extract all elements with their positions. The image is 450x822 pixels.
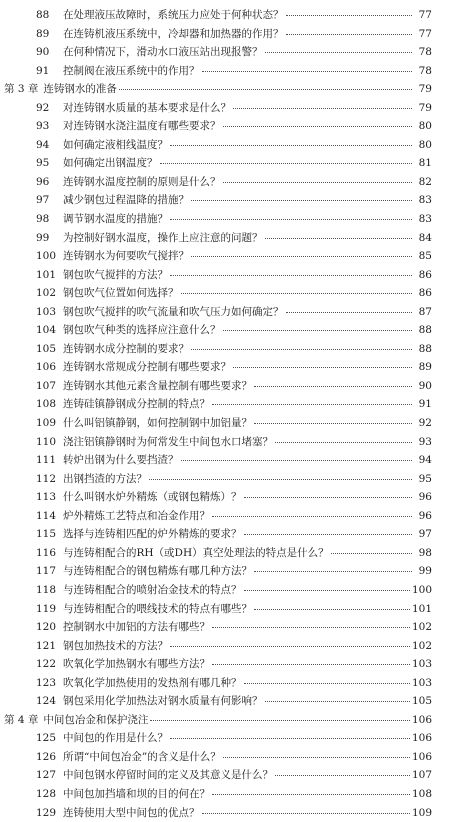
- page-number: 97: [418, 528, 432, 541]
- dot-leader: [286, 311, 413, 313]
- toc-entry[interactable]: [0, 525, 450, 544]
- toc-entry[interactable]: [0, 618, 450, 637]
- entry-title: 所谓“中间包冶金”的含义是什么？: [63, 750, 221, 763]
- entry-number: 124: [36, 695, 57, 708]
- entry-number: 96: [36, 175, 50, 188]
- entry-title: 调节钢水温度的措施？: [63, 213, 168, 226]
- entry-number: 129: [36, 806, 57, 819]
- entry-title: 对连铸钢水浇注温度有哪些要求？: [63, 120, 221, 133]
- entry-title: 什么叫铝镇静钢，如何控制钢中加铝量？: [63, 417, 252, 430]
- page-number: 79: [418, 83, 432, 96]
- toc-entry[interactable]: [0, 191, 450, 210]
- dot-leader: [212, 663, 410, 665]
- dot-leader: [212, 793, 410, 795]
- entry-number: 88: [36, 9, 50, 21]
- toc-entry[interactable]: [0, 488, 450, 507]
- dot-leader: [170, 737, 410, 739]
- toc-entry[interactable]: [0, 247, 450, 266]
- page-number: 102: [411, 621, 432, 634]
- entry-number: 100: [36, 250, 57, 263]
- toc-entry[interactable]: [0, 25, 450, 44]
- toc-entry[interactable]: [0, 748, 450, 767]
- entry-title: 控制钢水中加铝的方法有哪些？: [63, 621, 210, 634]
- entry-title: 浇注铝镇静钢时为何常发生中间包水口堵塞？: [63, 435, 273, 448]
- chapter-number: 第 4 章: [4, 713, 39, 726]
- entry-number: 93: [36, 120, 50, 133]
- entry-number: 105: [36, 342, 57, 355]
- entry-number: 128: [36, 787, 57, 800]
- page-number: 108: [411, 787, 432, 800]
- toc-entry[interactable]: [0, 321, 450, 340]
- entry-title: 吹氧化学加热使用的发热剂有哪几种？: [63, 676, 242, 689]
- page-number: 103: [411, 676, 432, 689]
- toc-entry[interactable]: [0, 266, 450, 285]
- entry-number: 115: [36, 528, 57, 541]
- entry-title: 连铸钢水温度控制的原则是什么？: [63, 175, 221, 188]
- page-number: 105: [411, 695, 432, 708]
- page-number: 82: [418, 175, 432, 188]
- dot-leader: [233, 366, 412, 368]
- dot-leader: [181, 459, 413, 461]
- dot-leader: [233, 107, 412, 109]
- dot-leader: [223, 329, 413, 331]
- page-number: 96: [418, 509, 432, 522]
- dot-leader: [170, 144, 412, 146]
- toc-entry[interactable]: [0, 340, 450, 359]
- entry-title: 连铸使用大型中间包的优点？: [63, 806, 200, 819]
- entry-number: 90: [36, 46, 50, 59]
- page-number: 80: [418, 120, 432, 133]
- dot-leader: [170, 218, 412, 220]
- dot-leader: [212, 403, 412, 405]
- toc-entry[interactable]: [0, 395, 450, 414]
- page-number: 106: [411, 732, 432, 745]
- entry-number: 109: [36, 417, 57, 430]
- entry-title: 与连铸相配合的喷射冶金技术的特点？: [63, 583, 242, 596]
- toc-entry[interactable]: [0, 210, 450, 229]
- toc-entry[interactable]: [0, 284, 450, 303]
- entry-title: 连铸钢水常规成分控制有哪些要求？: [63, 361, 231, 374]
- toc-entry[interactable]: [0, 766, 450, 785]
- dot-leader: [265, 700, 410, 702]
- entry-title: 出钢挡渣的方法？: [63, 472, 147, 485]
- page-number: 80: [418, 138, 432, 151]
- entry-title: 如何确定液相线温度？: [63, 138, 168, 151]
- toc-entry[interactable]: [0, 507, 450, 526]
- page-number: 94: [418, 454, 432, 467]
- page-number: 98: [418, 546, 432, 559]
- entry-title: 在连铸机液压系统中，冷却器和加热器的作用？: [63, 27, 284, 40]
- toc-entry[interactable]: [0, 173, 450, 192]
- entry-number: 116: [36, 546, 57, 559]
- toc-entry[interactable]: [0, 581, 450, 600]
- dot-leader: [286, 14, 413, 16]
- dot-leader: [212, 515, 412, 517]
- page-number: 89: [418, 361, 432, 374]
- page-number: 90: [418, 379, 432, 392]
- dot-leader: [275, 774, 410, 776]
- page-number: 99: [418, 565, 432, 578]
- dot-leader: [202, 70, 413, 72]
- entry-title: 控制阀在液压系统中的作用？: [63, 64, 200, 77]
- entry-title: 连铸硅镇静钢成分控制的特点？: [63, 398, 210, 411]
- entry-number: 106: [36, 361, 57, 374]
- entry-title: 在何种情况下，滑动水口液压站出现报警？: [63, 46, 263, 59]
- entry-number: 92: [36, 101, 50, 114]
- page-number: 101: [411, 602, 432, 615]
- entry-title: 与连铸相配合的钢包精炼有哪几种方法？: [63, 565, 252, 578]
- page-number: 103: [411, 658, 432, 671]
- chapter-number: 第 3 章: [4, 83, 39, 96]
- entry-title: 转炉出钢为什么要挡渣？: [63, 454, 179, 467]
- entry-number: 102: [36, 287, 57, 300]
- entry-number: 119: [36, 602, 57, 615]
- entry-title: 中间包的作用是什么？: [63, 732, 168, 745]
- toc-entry[interactable]: [0, 99, 450, 118]
- entry-title: 炉外精炼工艺特点和冶金作用？: [63, 509, 210, 522]
- entry-number: 126: [36, 750, 57, 763]
- page-number: 95: [418, 472, 432, 485]
- dot-leader: [254, 385, 412, 387]
- page-number: 81: [418, 157, 432, 170]
- dot-leader: [223, 181, 413, 183]
- entry-number: 97: [36, 194, 50, 207]
- dot-leader: [223, 125, 413, 127]
- page-number: 93: [418, 435, 432, 448]
- entry-title: 钢包吹气位置如何选择？: [63, 287, 179, 300]
- toc-entry[interactable]: [0, 674, 450, 693]
- entry-number: 103: [36, 305, 57, 318]
- entry-number: 114: [36, 509, 57, 522]
- dot-leader: [275, 441, 412, 443]
- page-number: 107: [411, 769, 432, 782]
- entry-number: 110: [36, 435, 57, 448]
- entry-number: 98: [36, 213, 50, 226]
- page-number: 78: [418, 64, 432, 77]
- dot-leader: [331, 552, 412, 554]
- page-number: 85: [418, 250, 432, 263]
- entry-title: 对连铸钢水质量的基本要求是什么？: [63, 101, 231, 114]
- page-number: 106: [411, 713, 432, 726]
- page-number: 91: [418, 398, 432, 411]
- entry-number: 104: [36, 324, 57, 337]
- entry-number: 112: [36, 472, 57, 485]
- toc-entry[interactable]: [0, 43, 450, 62]
- page-number: 100: [411, 583, 432, 596]
- entry-title: 中间包加挡墙和坝的目的何在？: [63, 787, 210, 800]
- dot-leader: [244, 589, 410, 591]
- dot-leader: [286, 33, 413, 35]
- entry-title: 选择与连铸相匹配的炉外精炼的要求？: [63, 528, 242, 541]
- toc-entry[interactable]: [0, 414, 450, 433]
- dot-leader: [191, 199, 412, 201]
- entry-number: 121: [36, 639, 57, 652]
- page-number: 78: [418, 46, 432, 59]
- entry-number: 113: [36, 491, 57, 504]
- entry-number: 120: [36, 621, 57, 634]
- entry-title: 连铸钢水成分控制的要求？: [63, 342, 189, 355]
- toc-entry[interactable]: [0, 136, 450, 155]
- entry-number: 107: [36, 379, 57, 392]
- page-number: 83: [418, 194, 432, 207]
- dot-leader: [170, 274, 412, 276]
- chapter-title: 连铸钢水的准备: [43, 83, 117, 96]
- page-number: 84: [418, 231, 432, 244]
- dot-leader: [181, 292, 413, 294]
- page-number: 86: [418, 287, 432, 300]
- entry-number: 118: [36, 583, 57, 596]
- toc-entry[interactable]: [0, 303, 450, 322]
- dot-leader: [244, 682, 410, 684]
- entry-title: 钢包吹气搅拌的吹气流量和吹气压力如何确定？: [63, 305, 284, 318]
- entry-number: 94: [36, 138, 50, 151]
- entry-number: 111: [36, 454, 57, 467]
- page-number: 87: [418, 305, 432, 318]
- entry-number: 91: [36, 64, 50, 77]
- entry-number: 125: [36, 732, 57, 745]
- entry-title: 钢包加热技术的方法？: [63, 639, 168, 652]
- entry-title: 中间包钢水停留时间的定义及其意义是什么？: [63, 769, 273, 782]
- dot-leader: [160, 162, 413, 164]
- chapter-title: 中间包冶金和保护浇注: [43, 713, 149, 726]
- entry-title: 与连铸相配合的RH（或DH）真空处理法的特点是什么？: [63, 546, 329, 559]
- entry-title: 减少钢包过程温降的措施？: [63, 194, 189, 207]
- entry-number: 89: [36, 27, 50, 40]
- toc-chapter-heading[interactable]: [0, 711, 450, 730]
- entry-title: 连铸钢水为何要吹气搅拌？: [63, 250, 189, 263]
- entry-title: 吹氧化学加热钢水有哪些方法？: [63, 658, 210, 671]
- dot-leader: [119, 88, 412, 90]
- toc-entry[interactable]: [0, 451, 450, 470]
- entry-title: 为控制好钢水温度，操作上应注意的问题？: [63, 231, 263, 244]
- dot-leader: [254, 608, 410, 610]
- entry-title: 与连铸相配合的喂线技术的特点有哪些？: [63, 602, 252, 615]
- page-number: 102: [411, 639, 432, 652]
- toc-chapter-heading[interactable]: [0, 80, 450, 99]
- page-number: 77: [418, 27, 432, 40]
- entry-number: 123: [36, 676, 57, 689]
- toc-entry[interactable]: [0, 62, 450, 81]
- page-number: 109: [411, 806, 432, 819]
- toc-entry[interactable]: [0, 154, 450, 173]
- entry-title: 什么叫钢水炉外精炼（或钢包精炼）？: [63, 491, 242, 504]
- entry-title: 钢包吹气搅拌的方法？: [63, 268, 168, 281]
- toc-entry[interactable]: [0, 229, 450, 248]
- entry-number: 95: [36, 157, 50, 170]
- dot-leader: [212, 626, 410, 628]
- toc-entry[interactable]: [0, 6, 450, 25]
- entry-number: 127: [36, 769, 57, 782]
- dot-leader: [202, 812, 410, 814]
- page-number: 83: [418, 213, 432, 226]
- entry-number: 99: [36, 231, 50, 244]
- entry-number: 108: [36, 398, 57, 411]
- page-number: 88: [418, 324, 432, 337]
- toc-entry[interactable]: [0, 117, 450, 136]
- dot-leader: [244, 496, 413, 498]
- dot-leader: [149, 478, 412, 480]
- toc-entry[interactable]: [0, 544, 450, 563]
- page-number: 106: [411, 750, 432, 763]
- page-number: 88: [418, 342, 432, 355]
- toc-entry[interactable]: [0, 562, 450, 581]
- toc-entry[interactable]: [0, 804, 450, 822]
- entry-title: 钢包采用化学加热法对钢水质量有何影响？: [63, 695, 263, 708]
- page-number: 92: [418, 417, 432, 430]
- dot-leader: [191, 255, 412, 257]
- page-number: 86: [418, 268, 432, 281]
- dot-leader: [170, 645, 410, 647]
- page-number: 96: [418, 491, 432, 504]
- entry-number: 101: [36, 268, 57, 281]
- dot-leader: [244, 533, 413, 535]
- toc-entry[interactable]: [0, 358, 450, 377]
- page-number: 79: [418, 101, 432, 114]
- page-number: 77: [418, 9, 432, 21]
- dot-leader: [254, 570, 412, 572]
- entry-title: 如何确定出钢温度？: [63, 157, 158, 170]
- entry-number: 117: [36, 565, 57, 578]
- dot-leader: [191, 348, 412, 350]
- toc-entry[interactable]: [0, 637, 450, 656]
- toc-entry[interactable]: [0, 655, 450, 674]
- toc-entry[interactable]: [0, 729, 450, 748]
- entry-number: 122: [36, 658, 57, 671]
- dot-leader: [265, 237, 413, 239]
- toc-entry[interactable]: [0, 470, 450, 489]
- dot-leader: [265, 51, 413, 53]
- toc-entry[interactable]: [0, 377, 450, 396]
- entry-title: 钢包吹气种类的选择应注意什么？: [63, 324, 221, 337]
- dot-leader: [223, 756, 410, 758]
- toc-entry[interactable]: [0, 600, 450, 619]
- dot-leader: [254, 422, 412, 424]
- toc-entry[interactable]: [0, 433, 450, 452]
- entry-title: 在处理液压故障时，系统压力应处于何种状态？: [63, 9, 284, 21]
- dot-leader: [150, 719, 410, 721]
- entry-title: 连铸钢水其他元素含量控制有哪些要求？: [63, 379, 252, 392]
- toc-entry[interactable]: [0, 785, 450, 804]
